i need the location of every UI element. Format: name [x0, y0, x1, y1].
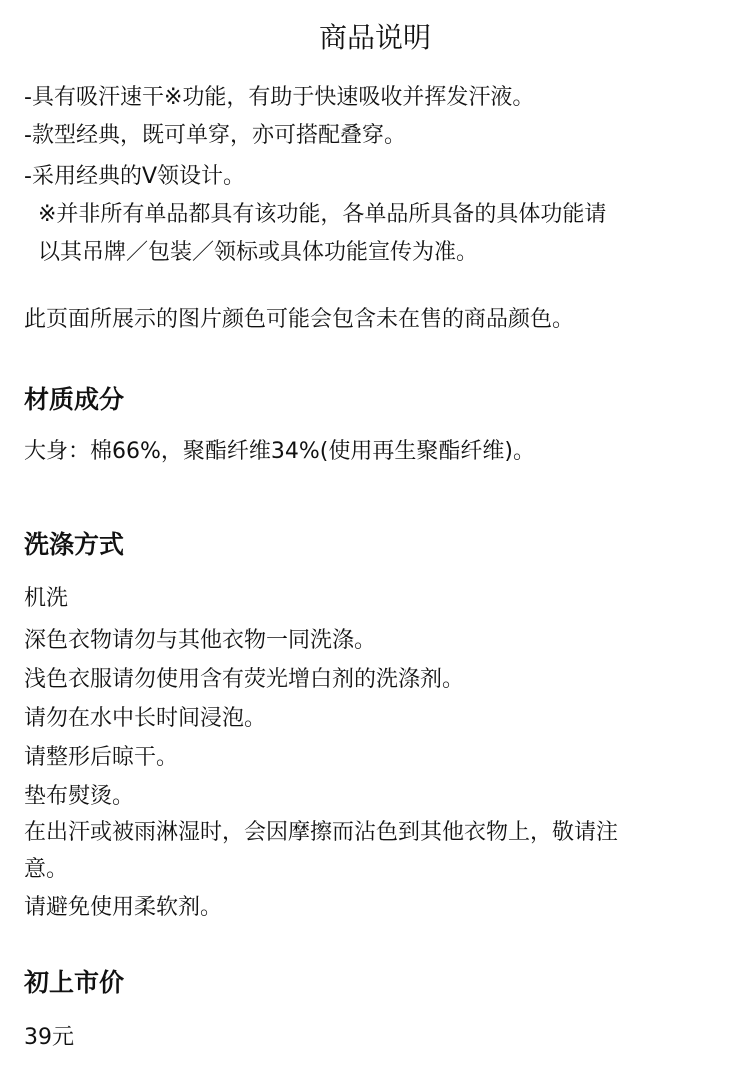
washing-instruction: 请整形后晾干。: [24, 745, 179, 770]
washing-instruction: 深色衣物请勿与其他衣物一同洗涤。: [24, 628, 377, 653]
material-text: 大身：棉66%，聚酯纤维34%(使用再生聚酯纤维)。: [24, 439, 535, 464]
function-note-line: ※并非所有单品都具有该功能，各单品所具备的具体功能请: [38, 202, 607, 227]
washing-method: 机洗: [24, 586, 69, 611]
description-line: -款型经典，既可单穿，亦可搭配叠穿。: [24, 123, 406, 148]
washing-instruction: 请勿在水中长时间浸泡。: [24, 706, 267, 731]
price-value: 39元: [24, 1025, 74, 1050]
washing-instruction: 浅色衣服请勿使用含有荧光增白剂的洗涤剂。: [24, 667, 465, 692]
material-heading: 材质成分: [24, 385, 125, 414]
color-notice: 此页面所展示的图片颜色可能会包含未在售的商品颜色。: [24, 307, 575, 332]
function-note-line: 以其吊牌／包装／领标或具体功能宣传为准。: [38, 240, 479, 265]
description-line: -采用经典的V领设计。: [24, 164, 245, 189]
washing-instruction: 在出汗或被雨淋湿时，会因摩擦而沾色到其他衣物上，敬请注: [24, 820, 619, 845]
washing-instruction: 意。: [24, 857, 69, 882]
description-line: -具有吸汗速干※功能，有助于快速吸收并挥发汗液。: [24, 85, 535, 110]
page-title: 商品说明: [318, 21, 431, 54]
washing-instruction: 垫布熨烫。: [24, 784, 135, 809]
washing-heading: 洗涤方式: [24, 530, 125, 559]
price-heading: 初上市价: [24, 968, 125, 997]
washing-instruction: 请避免使用柔软剂。: [24, 895, 223, 920]
